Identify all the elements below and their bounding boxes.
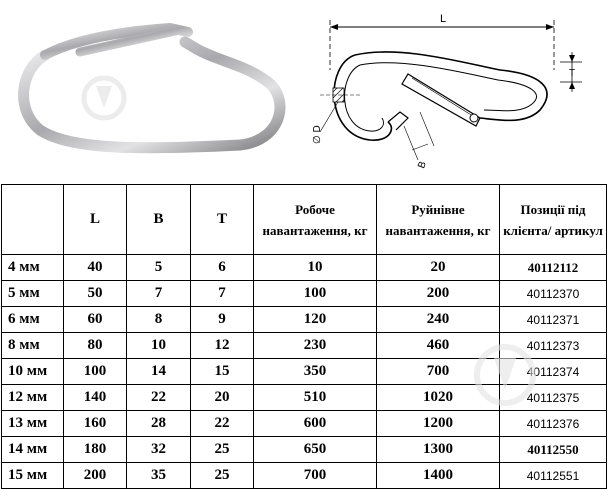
cell-L: 160: [64, 411, 127, 437]
table-row: [2, 411, 607, 437]
cell-T: 7: [191, 281, 254, 307]
table-row: [2, 255, 607, 281]
cell-T: 22: [191, 411, 254, 437]
cell-working-load: 350: [254, 359, 377, 385]
cell-size: 15 мм: [2, 463, 64, 489]
cell-B: 22: [127, 385, 191, 411]
cell-item-code: 40112376: [500, 411, 607, 437]
cell-item-code: 40112112: [500, 255, 607, 281]
cell-B: 28: [127, 411, 191, 437]
table-row: [2, 333, 607, 359]
cell-size: 4 мм: [2, 255, 64, 281]
cell-item-code: 40112374: [500, 359, 607, 385]
cell-T: 9: [191, 307, 254, 333]
cell-size: 12 мм: [2, 385, 64, 411]
cell-breaking-load: 1400: [377, 463, 500, 489]
cell-working-load: 10: [254, 255, 377, 281]
cell-T: 20: [191, 385, 254, 411]
header-item-code: Позиції під клієнта/ артикул: [500, 185, 607, 255]
header-T: T: [191, 185, 254, 255]
cell-L: 140: [64, 385, 127, 411]
cell-L: 50: [64, 281, 127, 307]
header-breaking-load: Руйнівне навантаження, кг: [377, 185, 500, 255]
cell-working-load: 120: [254, 307, 377, 333]
carabiner-technical-drawing: [300, 0, 607, 184]
cell-L: 200: [64, 463, 127, 489]
watermark-logo: [84, 78, 124, 118]
cell-B: 14: [127, 359, 191, 385]
table-row: [2, 437, 607, 463]
dimension-label-B: B: [416, 160, 429, 171]
header-working-load: Робоче навантаження, кг: [254, 185, 377, 255]
cell-working-load: 650: [254, 437, 377, 463]
cell-size: 14 мм: [2, 437, 64, 463]
cell-breaking-load: 20: [377, 255, 500, 281]
product-illustration-area: [0, 0, 607, 184]
cell-L: 80: [64, 333, 127, 359]
cell-L: 100: [64, 359, 127, 385]
cell-T: 6: [191, 255, 254, 281]
cell-size: 5 мм: [2, 281, 64, 307]
cell-size: 8 мм: [2, 333, 64, 359]
cell-L: 60: [64, 307, 127, 333]
cell-B: 35: [127, 463, 191, 489]
dimension-label-D: ∅ D: [312, 125, 323, 144]
cell-breaking-load: 460: [377, 333, 500, 359]
cell-size: 10 мм: [2, 359, 64, 385]
cell-working-load: 510: [254, 385, 377, 411]
cell-L: 40: [64, 255, 127, 281]
cell-item-code: 40112370: [500, 281, 607, 307]
cell-B: 10: [127, 333, 191, 359]
cell-B: 5: [127, 255, 191, 281]
table-row: [2, 307, 607, 333]
header-L: L: [64, 185, 127, 255]
header-B: B: [127, 185, 191, 255]
cell-working-load: 700: [254, 463, 377, 489]
cell-item-code: 40112371: [500, 307, 607, 333]
cell-working-load: 100: [254, 281, 377, 307]
header-size: [2, 185, 64, 255]
cell-T: 25: [191, 437, 254, 463]
carabiner-photo: [0, 0, 300, 184]
cell-B: 32: [127, 437, 191, 463]
cell-B: 8: [127, 307, 191, 333]
cell-T: 12: [191, 333, 254, 359]
cell-breaking-load: 1020: [377, 385, 500, 411]
cell-working-load: 230: [254, 333, 377, 359]
cell-size: 6 мм: [2, 307, 64, 333]
table-row: [2, 463, 607, 489]
cell-B: 7: [127, 281, 191, 307]
cell-item-code: 40112373: [500, 333, 607, 359]
cell-breaking-load: 240: [377, 307, 500, 333]
cell-breaking-load: 200: [377, 281, 500, 307]
cell-T: 25: [191, 463, 254, 489]
dimension-label-L: L: [440, 13, 447, 25]
cell-item-code: 40112551: [500, 463, 607, 489]
dimension-label-T: T: [569, 68, 576, 79]
cell-breaking-load: 1200: [377, 411, 500, 437]
specification-table: [1, 184, 607, 489]
cell-breaking-load: 1300: [377, 437, 500, 463]
table-row: [2, 359, 607, 385]
cell-working-load: 600: [254, 411, 377, 437]
cell-item-code: 40112375: [500, 385, 607, 411]
table-row: [2, 385, 607, 411]
cell-size: 13 мм: [2, 411, 64, 437]
cell-breaking-load: 700: [377, 359, 500, 385]
cell-item-code: 40112550: [500, 437, 607, 463]
cell-L: 180: [64, 437, 127, 463]
table-header-row: [2, 185, 607, 255]
cell-T: 15: [191, 359, 254, 385]
table-row: [2, 281, 607, 307]
